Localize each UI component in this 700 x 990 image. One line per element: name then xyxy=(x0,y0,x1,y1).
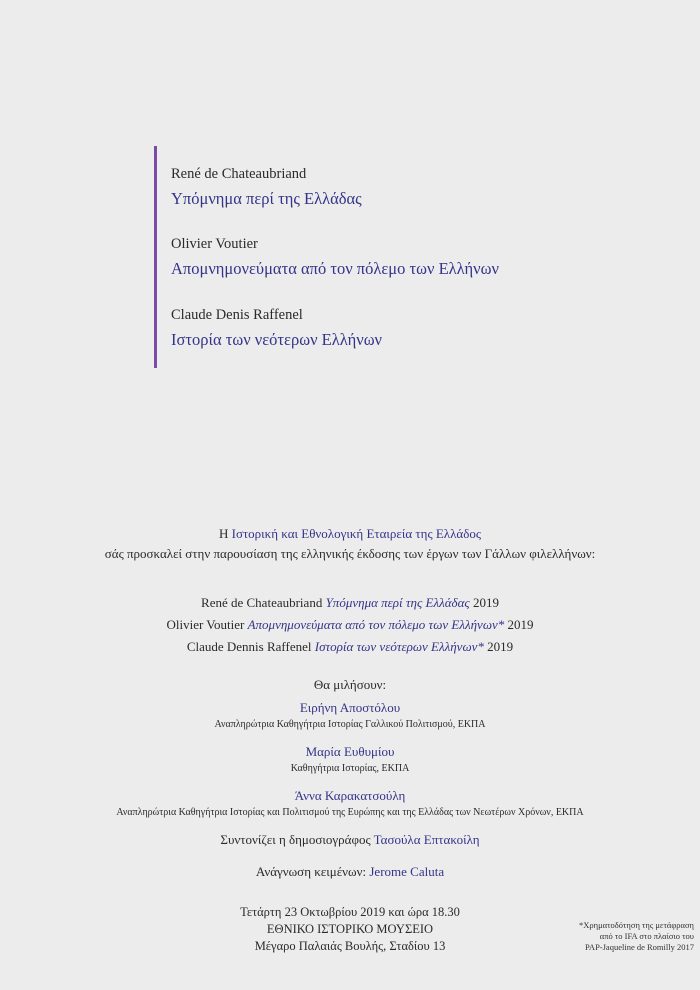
edition-author: Claude Dennis Raffenel xyxy=(186,639,312,654)
speaker-name: Άννα Καρακατσούλη xyxy=(294,788,406,803)
moderator-name: Τασούλα Επτακοίλη xyxy=(373,832,480,847)
funding-footnote xyxy=(514,920,694,953)
work-author: Claude Denis Raffenel xyxy=(171,307,303,323)
reader-name: Jerome Caluta xyxy=(369,864,445,879)
edition-item xyxy=(0,639,700,655)
organization-name: Ιστορική και Εθνολογική Εταιρεία της Ελλάδος xyxy=(231,526,481,541)
work-title: Απομνημονεύματα από τον πόλεμο των Ελλήνων xyxy=(171,259,499,278)
edition-author: René de Chateaubriand xyxy=(201,595,323,610)
footnote-line: PAP-Jaqueline de Romilly 2017 xyxy=(584,942,694,952)
event-address: Μέγαρο Παλαιάς Βουλής, Σταδίου 13 xyxy=(254,939,446,953)
footnote-line: *Χρηματοδότηση της μετάφραση xyxy=(579,920,694,930)
speaker-role: Καθηγήτρια Ιστορίας, ΕΚΠΑ xyxy=(290,763,410,774)
speaker-role: Αναπληρώτρια Καθηγήτρια Ιστορίας Γαλλικού Πολιτισμού, ΕΚΠΑ xyxy=(214,719,486,730)
work-item xyxy=(171,307,382,350)
work-author: René de Chateaubriand xyxy=(171,166,307,182)
invitation-line-2: σάς προσκαλεί στην παρουσίαση της ελληνικής έκδοσης των έργων των Γάλλων φιλελλήνων: xyxy=(104,546,596,561)
work-title: Ιστορία των νεότερων Ελλήνων xyxy=(171,330,383,349)
speaker-item xyxy=(0,700,700,730)
moderator-line xyxy=(0,832,700,848)
reading-label: Ανάγνωση κειμένων: xyxy=(255,864,367,879)
speakers-heading: Θα μιλήσουν: xyxy=(313,677,387,692)
work-title: Υπόμνημα περί της Ελλάδας xyxy=(171,189,362,208)
speaker-name: Μαρία Ευθυμίου xyxy=(305,744,395,759)
speaker-role: Αναπληρώτρια Καθηγήτρια Ιστορίας και Πολιτισμού της Ευρώπης και της Ελλάδας των Νεωτέρων Χρόνων, ΕΚΠΑ xyxy=(116,807,584,818)
edition-year: 2019 xyxy=(472,595,499,610)
event-venue: ΕΘΝΙΚΟ ΙΣΤΟΡΙΚΟ ΜΟΥΣΕΙΟ xyxy=(266,922,434,936)
speaker-item xyxy=(0,788,700,818)
edition-year: 2019 xyxy=(487,639,514,654)
edition-item xyxy=(0,617,700,633)
reading-line xyxy=(0,864,700,880)
works-block xyxy=(154,146,594,368)
event-date: Τετάρτη 23 Οκτωβρίου 2019 και ώρα 18.30 xyxy=(240,905,460,919)
work-item xyxy=(171,236,499,279)
invitation-line-1 xyxy=(0,526,700,542)
edition-title: Απομνημονεύματα από τον πόλεμο των Ελλήνων* xyxy=(247,617,505,632)
speaker-name: Ειρήνη Αποστόλου xyxy=(299,700,401,715)
edition-title: Υπόμνημα περί της Ελλάδας xyxy=(325,595,470,610)
edition-title: Ιστορία των νεότερων Ελλήνων* xyxy=(314,639,484,654)
invitation-pre: Η xyxy=(218,526,229,541)
edition-author: Olivier Voutier xyxy=(166,617,245,632)
edition-year: 2019 xyxy=(507,617,534,632)
footnote-line: από το IFA στο πλαίσιο του xyxy=(599,931,694,941)
work-item xyxy=(171,166,362,209)
work-author: Olivier Voutier xyxy=(171,236,258,252)
speaker-item xyxy=(0,744,700,774)
edition-item xyxy=(0,595,700,611)
moderator-label: Συντονίζει η δημοσιογράφος xyxy=(220,832,371,847)
